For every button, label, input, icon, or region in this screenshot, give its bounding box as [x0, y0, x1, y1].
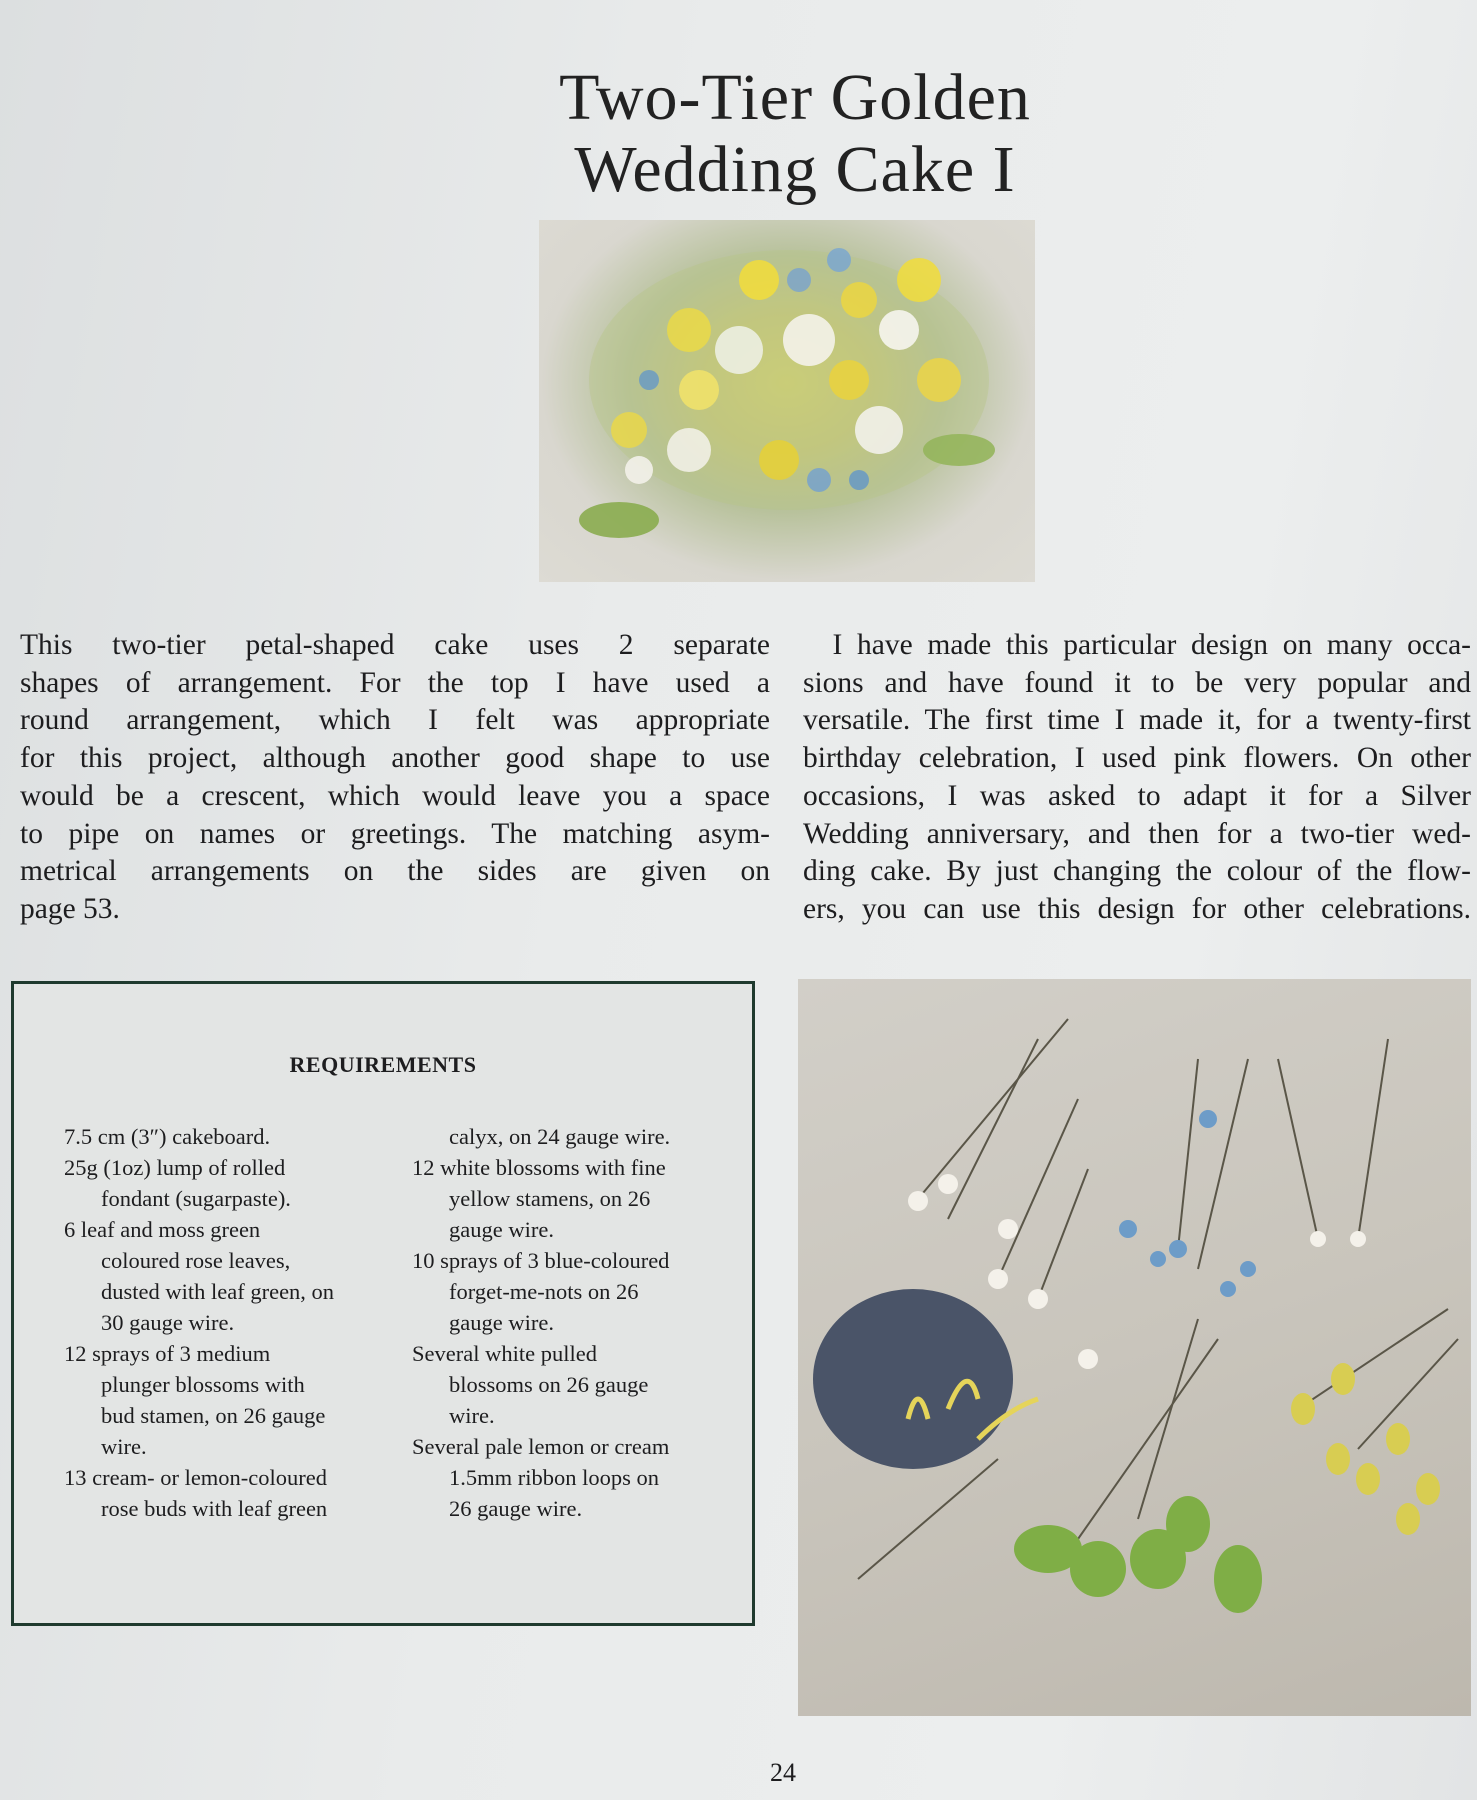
requirement-line: wire. — [101, 1434, 147, 1459]
text-line: ding cake. By just changing the colour of the flow- — [803, 855, 1471, 888]
text-line: metrical arrangements on the sides are given on — [20, 855, 770, 888]
page-title — [400, 62, 1190, 206]
velvet-pad — [813, 1289, 1013, 1469]
text-line: versatile. The first time I made it, for a twenty-first — [803, 704, 1471, 737]
requirement-line: 6 leaf and moss green — [64, 1217, 261, 1242]
requirement-line: plunger blossoms with — [101, 1372, 305, 1397]
requirement-line: dusted with leaf green, on — [101, 1279, 335, 1304]
intro-paragraph-right — [803, 627, 1471, 929]
intro-paragraph-left — [20, 627, 770, 929]
requirements-list-left — [64, 1121, 394, 1524]
text-line: shapes of arrangement. For the top I have used a — [20, 666, 770, 699]
requirement-line: forget-me-nots on 26 — [449, 1279, 639, 1304]
text-line: for this project, although another good shape to use — [20, 742, 770, 775]
requirement-line: yellow stamens, on 26 — [449, 1186, 651, 1211]
requirement-line: 12 white blossoms with fine — [412, 1155, 666, 1180]
title-line-2: Wedding Cake I — [574, 133, 1016, 206]
requirements-box — [11, 981, 755, 1626]
requirement-line: 13 cream- or lemon-coloured — [64, 1465, 328, 1490]
text-line: ers, you can use this design for other celebrations. — [803, 892, 1471, 925]
wired-flowers-photo — [798, 979, 1471, 1716]
requirement-line: Several pale lemon or cream — [412, 1434, 670, 1459]
requirements-heading: REQUIREMENTS — [289, 1052, 477, 1077]
requirement-line: 30 gauge wire. — [101, 1310, 235, 1335]
requirement-line: calyx, on 24 gauge wire. — [449, 1124, 671, 1149]
rose-leaves — [1014, 1496, 1262, 1613]
text-line: I have made this particular design on many occa- — [803, 629, 1471, 661]
requirement-line: gauge wire. — [449, 1310, 554, 1335]
requirement-line: gauge wire. — [449, 1217, 554, 1242]
requirement-line: 25g (1oz) lump of rolled — [64, 1155, 286, 1180]
requirement-line: coloured rose leaves, — [101, 1248, 291, 1273]
text-line: round arrangement, which I felt was appropriate — [20, 704, 770, 737]
requirements-list-right — [412, 1121, 752, 1524]
text-line: birthday celebration, I used pink flowers. On other — [803, 742, 1471, 775]
requirement-line: wire. — [449, 1403, 495, 1428]
flower-cluster — [579, 248, 995, 538]
text-line: This two-tier petal-shaped cake uses 2 separate — [20, 629, 770, 661]
requirement-line: 26 gauge wire. — [449, 1496, 583, 1521]
text-line: occasions, I was asked to adapt it for a Silver — [803, 779, 1471, 812]
title-line-1: Two-Tier Golden — [559, 61, 1031, 134]
flower-arrangement-photo — [539, 220, 1035, 582]
rose-buds — [1291, 1363, 1440, 1535]
requirement-line: blossoms on 26 gauge — [449, 1372, 649, 1397]
requirement-line: 10 sprays of 3 blue-coloured — [412, 1248, 670, 1273]
text-line: would be a crescent, which would leave you a space — [20, 779, 770, 812]
forget-me-nots — [1119, 1110, 1256, 1297]
page-number: 24 — [770, 1758, 796, 1787]
requirement-line: 12 sprays of 3 medium — [64, 1341, 271, 1366]
text-line: page 53. — [20, 892, 120, 925]
requirement-line: Several white pulled — [412, 1341, 597, 1366]
requirement-line: bud stamen, on 26 gauge — [101, 1403, 326, 1428]
requirement-line: fondant (sugarpaste). — [101, 1186, 291, 1211]
text-line: sions and have found it to be very popular and — [803, 666, 1471, 699]
text-line: Wedding anniversary, and then for a two-tier wed- — [803, 817, 1471, 850]
text-line: to pipe on names or greetings. The matching asym- — [20, 817, 770, 850]
requirement-line: 7.5 cm (3″) cakeboard. — [64, 1124, 271, 1149]
requirement-line: rose buds with leaf green — [101, 1496, 328, 1521]
requirement-line: 1.5mm ribbon loops on — [449, 1465, 660, 1490]
